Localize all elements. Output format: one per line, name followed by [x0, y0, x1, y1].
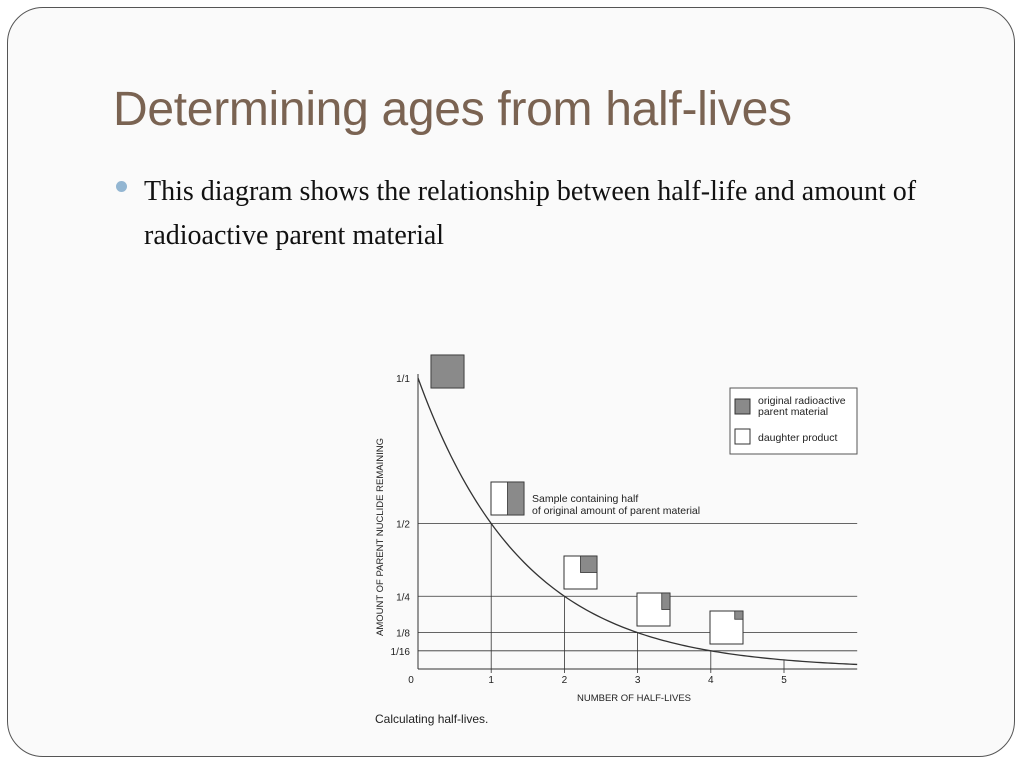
annotation-line-2: of original amount of parent material: [532, 505, 701, 517]
sample-parent-fill: [431, 355, 464, 388]
x-tick-label: 0: [408, 675, 414, 686]
y-axis-title: AMOUNT OF PARENT NUCLIDE REMAINING: [375, 438, 386, 636]
figure-caption: Calculating half-lives.: [375, 712, 489, 726]
annotation-line-1: Sample containing half: [532, 493, 639, 505]
x-tick-label: 1: [488, 675, 494, 686]
legend-parent-swatch: [735, 399, 750, 414]
x-tick-label: 2: [561, 675, 568, 686]
legend-parent-label-2: parent material: [758, 406, 829, 418]
y-tick-label: 1/4: [396, 592, 410, 604]
sample-parent-fill: [735, 611, 743, 619]
x-axis-title: NUMBER OF HALF-LIVES: [576, 693, 692, 704]
sample-parent-fill: [662, 593, 670, 610]
y-tick-label: 1/1: [396, 374, 410, 385]
sample-parent-fill: [508, 482, 525, 515]
y-tick-label: 1/2: [396, 519, 410, 531]
x-tick-label: 3: [634, 675, 641, 686]
bullet-text: This diagram shows the relationship between half-life and amount of radioactive parent material: [144, 176, 917, 251]
sample-parent-fill: [581, 556, 598, 573]
legend-daughter-swatch: [735, 429, 750, 444]
y-tick-label: 1/8: [396, 628, 410, 640]
slide-title: Determining ages from half-lives: [113, 83, 792, 136]
legend-parent-label-1: original radioactive: [758, 395, 846, 407]
x-tick-label: 4: [708, 675, 714, 686]
y-tick-label: 1/16: [390, 646, 410, 658]
x-tick-label: 5: [781, 675, 787, 686]
legend-daughter-label: daughter product: [758, 432, 838, 444]
